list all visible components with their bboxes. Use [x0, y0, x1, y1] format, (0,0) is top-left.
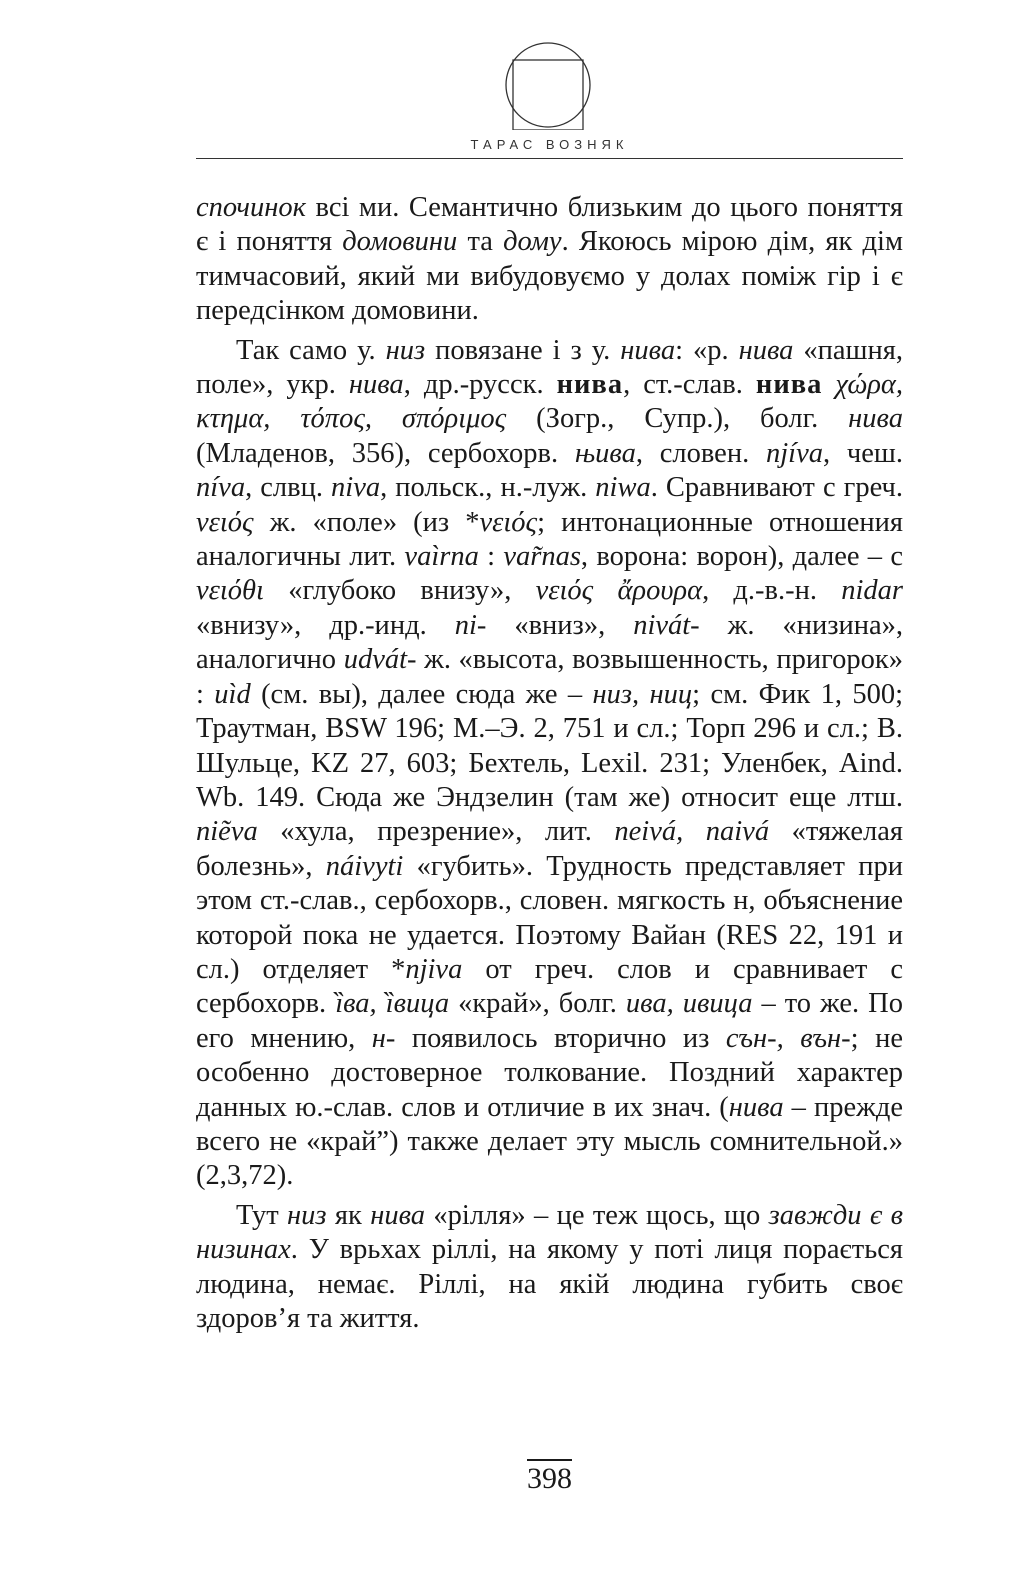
text-span: νειός ἄρουρα: [535, 575, 703, 607]
text-span: . У врьхах ріллі, на якому у поті лиця порається людина, немає. Ріллі, на якій людина губить своє здоров’я та життя.: [196, 1234, 903, 1334]
text-span: «хула, презрение», лит.: [257, 816, 615, 848]
text-span: njiva: [405, 953, 463, 985]
text-span: . Сравнивают с греч.: [650, 472, 903, 504]
text-span: neivá, naivá: [614, 816, 770, 848]
text-span: нива: [728, 1091, 784, 1123]
text-span: дому: [503, 226, 562, 258]
page-number-text: 398: [527, 1462, 572, 1495]
text-span: , др.-русск.: [403, 369, 557, 401]
text-span: , польск., н.-луж.: [380, 472, 596, 504]
text-span: сън-, вън-: [725, 1022, 851, 1054]
text-span: нива: [738, 334, 794, 366]
text-span: niwa: [595, 472, 651, 504]
text-span: , словен.: [635, 437, 766, 469]
text-span: спочинок: [196, 192, 306, 223]
text-span: , чеш.: [823, 437, 903, 469]
text-span: nivát-: [633, 609, 700, 641]
text-span: њива: [574, 437, 636, 469]
text-span: njíva: [766, 437, 823, 469]
text-span: нива: [620, 334, 676, 366]
text-span: (Младенов, 356), сербохорв.: [196, 437, 575, 469]
text-span: udvát-: [343, 644, 417, 676]
text-span: н-: [371, 1022, 396, 1054]
text-span: νειός: [479, 506, 538, 538]
text-span: vaìrna: [404, 541, 479, 573]
text-span: нива: [556, 369, 624, 401]
text-span: :: [478, 541, 504, 573]
text-span: , ст.-слав.: [623, 369, 756, 401]
text-span: uìd: [214, 678, 251, 710]
text-span: ȉва, ȉвица: [335, 988, 450, 1020]
text-span: «пашня, поле», укр.: [196, 334, 903, 401]
text-span: ; см. Фик 1, 500; Траутман, BSW 196; М.–Э. 2, 751 и сл.; Торп 296 и сл.; В. Шульце, KZ 27, 603; Бехтель, Lexil. 231; Уленбек, Aind. Wb. 149. Сюда же Эндзелин (там же) относит еще лтш.: [196, 678, 903, 813]
text-span: от греч. слов и сравнивает с сербохорв.: [196, 953, 904, 1020]
circle-square-emblem-icon: [503, 40, 593, 130]
text-span: ni-: [454, 609, 487, 641]
text-span: – то же. По его мнению,: [196, 988, 903, 1054]
text-span: χώρα, κτημα, τόπος, σπόριμος: [196, 369, 903, 435]
text-span: завжди є в низинах: [196, 1199, 903, 1266]
text-span: (см. вы), далее сюда же –: [250, 678, 593, 710]
text-span: «глубоко внизу»,: [263, 575, 536, 607]
text-span: , д.-в.-н.: [702, 575, 842, 607]
text-span: – прежде всего не «край”) также делает эту мысль сомнительной.» (2,3,72).: [196, 1091, 903, 1192]
text-span: як: [326, 1199, 371, 1231]
text-span: нива: [848, 403, 903, 435]
text-span: всі ми. Семантично близьким до цього поняття є і поняття: [196, 192, 903, 258]
text-span: var̃nas: [503, 541, 581, 573]
text-span: Тут: [236, 1199, 288, 1231]
text-span: : «р.: [675, 334, 739, 366]
text-span: повязане і з у.: [425, 334, 621, 366]
text-span: niẽva: [196, 816, 258, 848]
text-span: ; интонационные отношения аналогичны лит.: [196, 506, 903, 573]
text-span: «вниз»,: [486, 609, 634, 641]
text-span: «тяжелая болезнь»,: [196, 816, 903, 882]
text-span: «внизу», др.-инд.: [196, 609, 455, 641]
text-span: (Зогр., Супр.), болг.: [506, 403, 849, 435]
page-number: [196, 1462, 903, 1496]
text-span: «рілля» – це теж щось, що: [425, 1199, 769, 1231]
text-span: , слвц.: [245, 472, 332, 504]
text-span: nidar: [841, 575, 903, 607]
running-header-author: ТАРАС ВОЗНЯК: [470, 137, 629, 152]
text-span: ж. «низина», аналогично: [196, 609, 904, 676]
text-span: náivyti: [325, 850, 404, 882]
paragraph-2: [196, 334, 903, 1194]
paragraph-3: [196, 1199, 903, 1337]
header-divider: [196, 158, 903, 159]
text-span: niva: [331, 472, 381, 504]
text-span: низ: [385, 334, 426, 366]
text-span: ; не особенно достоверное толкование. Поздний характер данных ю.-слав. слов и отличие в их знач. (: [196, 1022, 903, 1123]
text-span: [822, 369, 835, 400]
text-span: низ: [287, 1199, 327, 1231]
text-span: níva: [196, 472, 246, 504]
text-span: «край», болг.: [449, 988, 626, 1020]
text-span: появилось вторично из: [395, 1022, 726, 1054]
text-span: «губить». Трудность представляет при этом ст.-слав., сербохорв., словен. мягкость н, объяснение которой пока не удается. Поэтому Вайан (RES 22, 191 и сл.) отделяет *: [196, 850, 903, 985]
text-span: , ворона: ворон), далее – с: [580, 541, 903, 573]
paragraph-1: [196, 191, 903, 329]
text-span: . Якоюсь мірою дім, як дім тимчасовий, який ми вибудовуємо у долах поміж гір і є передсінком домовини.: [196, 226, 904, 327]
text-span: домовини: [342, 226, 458, 258]
text-span: нива: [755, 369, 823, 401]
text-span: нива: [370, 1199, 426, 1231]
text-span: ива, ивица: [625, 988, 753, 1020]
body-text: [196, 191, 903, 1341]
text-span: ж. «поле» (из *: [253, 506, 480, 538]
text-span: ж. «высота, возвышенность, пригорок» :: [196, 644, 904, 710]
text-span: нива: [348, 369, 404, 401]
text-span: νειός: [196, 506, 254, 538]
text-span: νειόθι: [196, 575, 264, 607]
text-span: низ, ниц: [592, 678, 693, 710]
text-span: та: [457, 226, 504, 258]
text-span: Так само у.: [236, 334, 386, 366]
